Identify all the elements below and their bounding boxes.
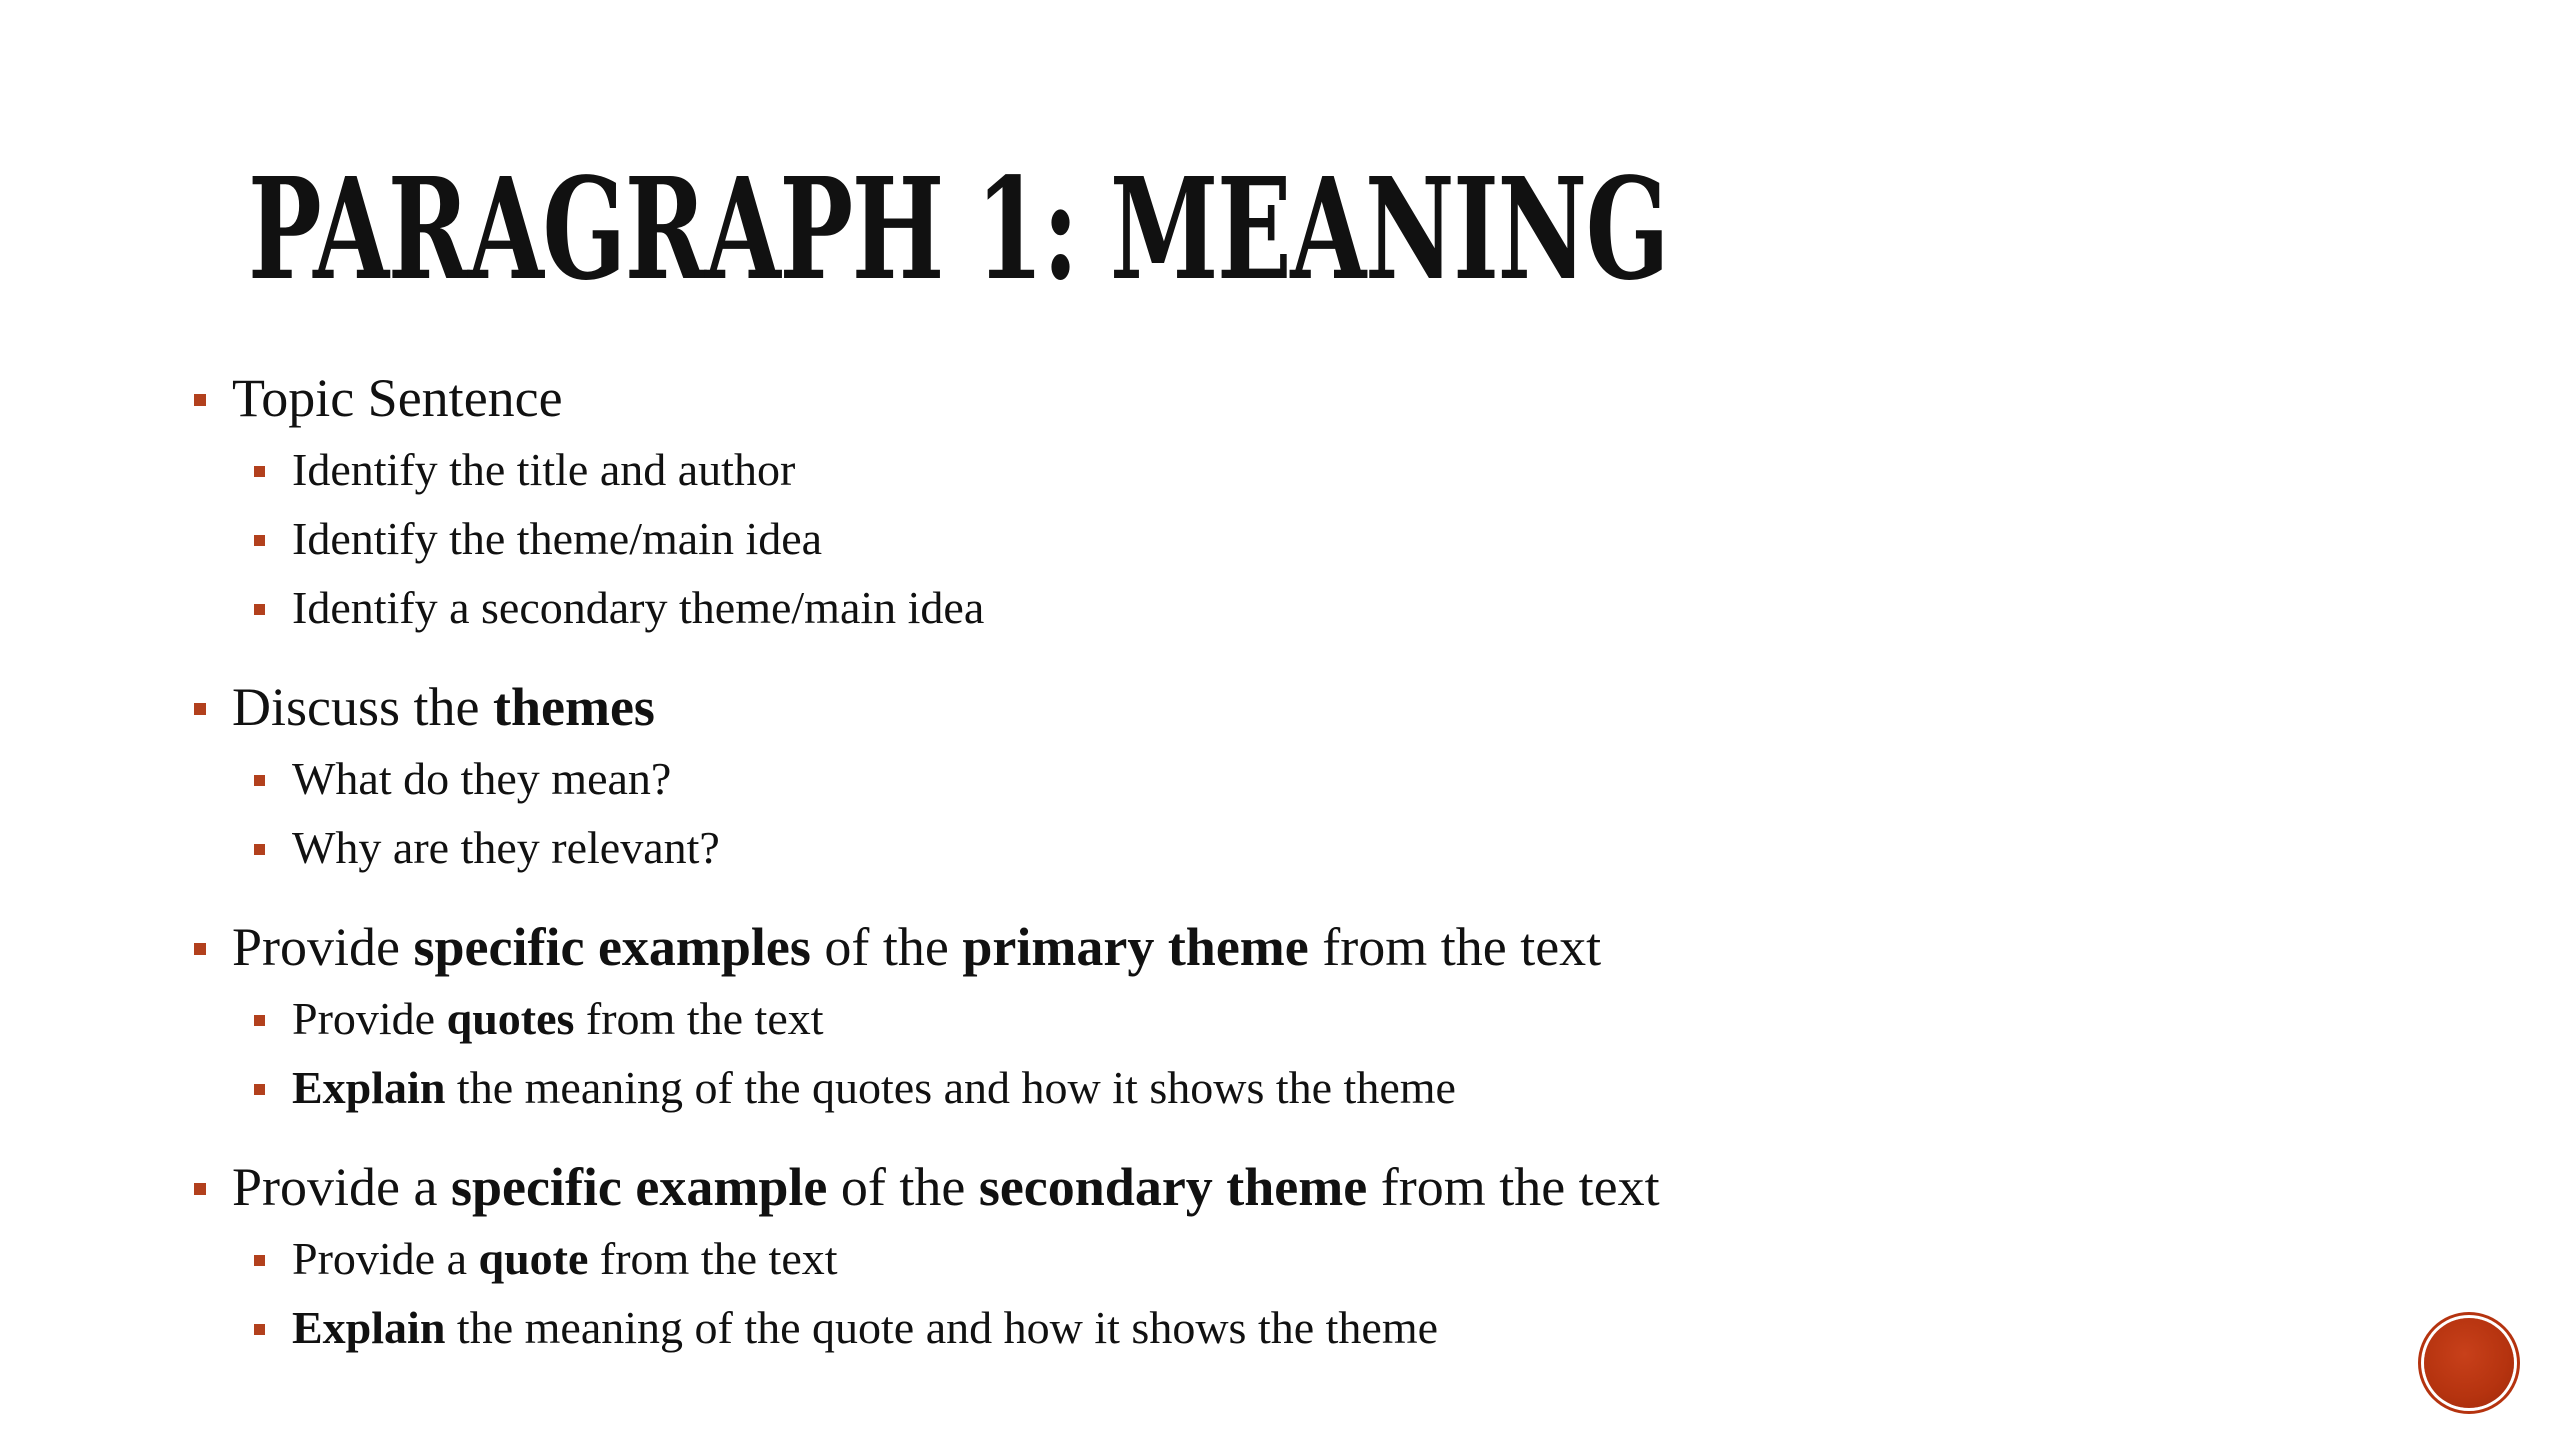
main-text-bold: themes: [492, 677, 655, 737]
sub-text: from the text: [574, 993, 824, 1044]
bullet-sub-item: [254, 1226, 2394, 1292]
bullet-main-item: [194, 911, 2394, 983]
bullet-sub-item: [254, 437, 2394, 503]
sub-text: What do they mean?: [292, 753, 672, 804]
bullet-main-item: [194, 1151, 2394, 1223]
main-text-bold: secondary theme: [978, 1157, 1368, 1217]
sub-text: Identify a secondary theme/main idea: [292, 582, 985, 633]
slide-title: PARAGRAPH 1: MEANING: [248, 148, 1669, 312]
bullet-list: [194, 362, 2394, 1391]
square-bullet-icon: [194, 703, 206, 715]
sub-text: from the text: [588, 1233, 838, 1284]
bullet-group-secondary-theme: [194, 1151, 2394, 1361]
sub-text-bold: Explain: [292, 1302, 446, 1353]
main-text-bold: specific example: [450, 1157, 828, 1217]
sub-text: Identify the theme/main idea: [292, 513, 823, 564]
sub-text: Why are they relevant?: [292, 822, 720, 873]
main-text: of the: [827, 1157, 979, 1217]
square-bullet-icon: [254, 844, 265, 855]
main-text: Topic Sentence: [232, 368, 563, 428]
square-bullet-icon: [254, 535, 265, 546]
main-text: from the text: [1367, 1157, 1660, 1217]
main-text: of the: [810, 917, 963, 977]
square-bullet-icon: [194, 394, 206, 406]
bullet-sub-item: [254, 1295, 2394, 1361]
bullet-sub-item: [254, 815, 2394, 881]
main-text: Provide: [232, 917, 414, 977]
bullet-main-item: [194, 362, 2394, 434]
slide-navigation-circle-icon[interactable]: [2424, 1318, 2514, 1408]
square-bullet-icon: [254, 775, 265, 786]
square-bullet-icon: [254, 1324, 265, 1335]
sub-text: Provide: [292, 993, 447, 1044]
sub-text: Identify the title and author: [292, 444, 796, 495]
main-text: Provide a: [232, 1157, 451, 1217]
sub-text-bold: quotes: [446, 993, 575, 1044]
bullet-sub-item: [254, 506, 2394, 572]
square-bullet-icon: [254, 604, 265, 615]
bullet-sub-item: [254, 1055, 2394, 1121]
bullet-sub-item: [254, 746, 2394, 812]
main-text: Discuss the: [232, 677, 493, 737]
square-bullet-icon: [194, 1183, 206, 1195]
bullet-group-primary-theme: [194, 911, 2394, 1121]
bullet-sub-item: [254, 986, 2394, 1052]
main-text: from the text: [1308, 917, 1602, 977]
sub-text-bold: Explain: [292, 1062, 446, 1113]
bullet-group-themes: [194, 671, 2394, 881]
sub-text: the meaning of the quote and how it shows the theme: [445, 1302, 1439, 1353]
main-text-bold: primary theme: [962, 917, 1309, 977]
square-bullet-icon: [254, 1255, 265, 1266]
bullet-sub-item: [254, 575, 2394, 641]
bullet-main-item: [194, 671, 2394, 743]
bullet-group-topic-sentence: [194, 362, 2394, 641]
square-bullet-icon: [194, 943, 206, 955]
sub-text-bold: quote: [478, 1233, 589, 1284]
square-bullet-icon: [254, 466, 265, 477]
sub-text: the meaning of the quotes and how it shows the theme: [445, 1062, 1456, 1113]
main-text-bold: specific examples: [413, 917, 811, 977]
square-bullet-icon: [254, 1015, 265, 1026]
square-bullet-icon: [254, 1084, 265, 1095]
sub-text: Provide a: [292, 1233, 479, 1284]
